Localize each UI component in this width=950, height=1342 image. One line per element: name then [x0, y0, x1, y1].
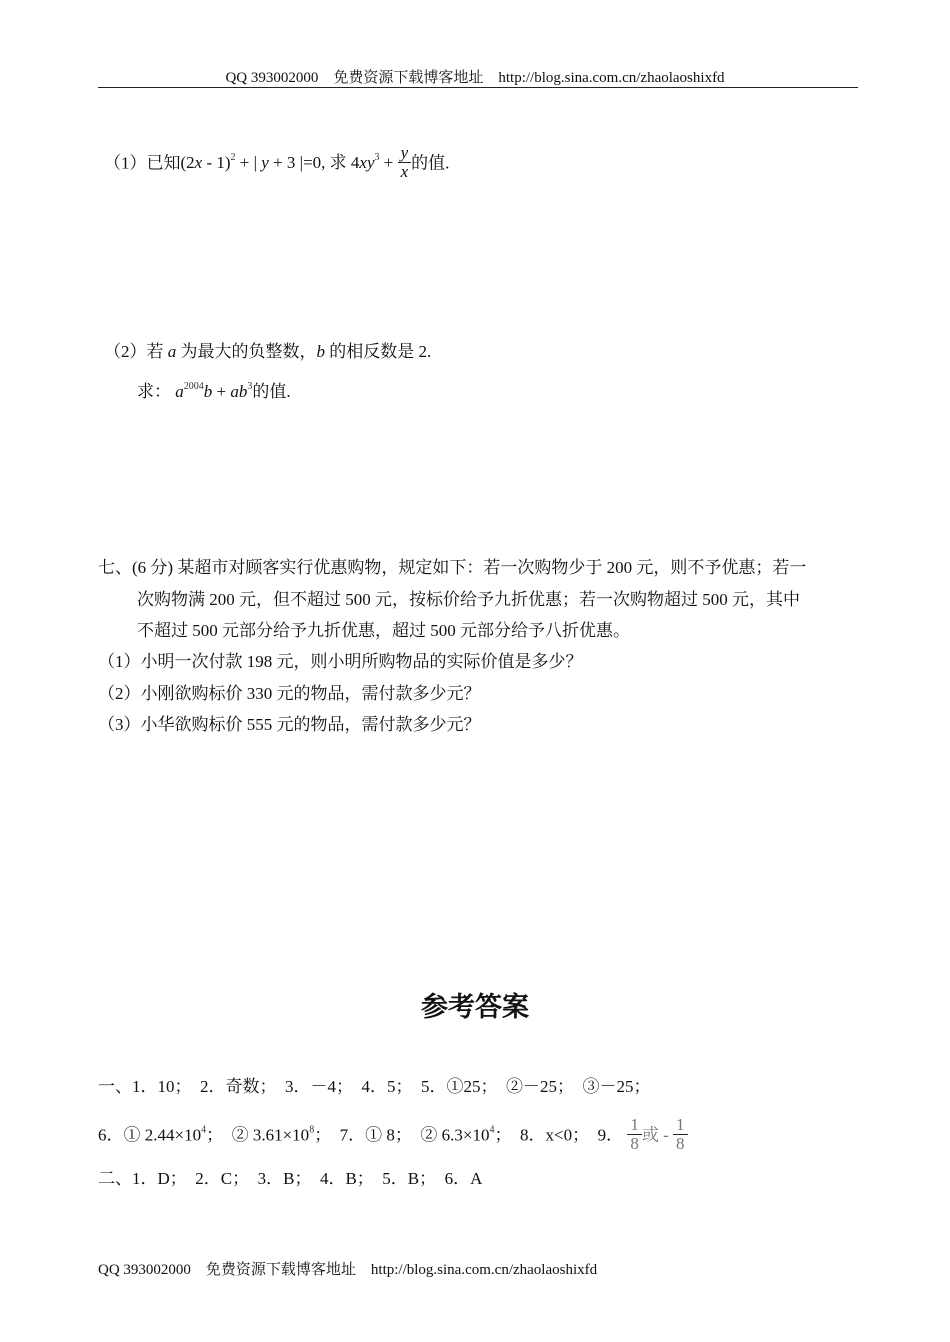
- answer-9-or: 或 -: [641, 1125, 669, 1145]
- page-header: QQ 393002000 免费资源下载博客地址 http://blog.sina.com.cn/zhaolaoshixfd: [225, 70, 725, 86]
- question-7-line2: 次购物满 200 元，但不超过 500 元，按标价给予九折优惠；若一次购物超过 500 元，其中: [137, 590, 800, 609]
- question-7-line1: 七、(6 分) 某超市对顾客实行优惠购物，规定如下：若一次购物少于 200 元，则不予优惠；若一: [98, 558, 807, 577]
- answers-row-3: 二、1．D； 2．C； 3．B； 4．B； 5．B； 6．A: [98, 1169, 483, 1188]
- answers-row-2-c: ； 7．① 8； ② 6.3×10: [314, 1125, 490, 1145]
- question-7-sub3: （3）小华欲购标价 555 元的物品，需付款多少元？: [98, 715, 481, 734]
- question-7-line3: 不超过 500 元部分给予九折优惠，超过 500 元部分给予八折优惠。: [137, 621, 630, 640]
- answers-row-2-a: 6．① 2.44×10: [98, 1125, 202, 1145]
- answers-row-2-b-exp: 8: [309, 1124, 315, 1136]
- question-7-sub2: （2）小刚欲购标价 330 元的物品，需付款多少元？: [98, 684, 481, 703]
- question-6-2-suffix: 的值.: [252, 382, 291, 401]
- header-divider: [98, 87, 858, 88]
- question-6-1: [104, 143, 450, 183]
- question-6-2-line1: （2）若 a 为最大的负整数，b 的相反数是 2.: [104, 342, 432, 361]
- answers-row-2-b: ； ② 3.61×10: [206, 1125, 310, 1145]
- answers-row-2: [98, 1115, 688, 1155]
- answers-row-2-c-exp: 4: [489, 1124, 495, 1136]
- question-6-2-line2: [137, 377, 291, 402]
- answer-9-fraction-1: $\frac{1}{8}$: [627, 1116, 642, 1153]
- answers-row-2-d: ； 8．x<0； 9．: [494, 1125, 624, 1145]
- answers-row-1: 一、1．10； 2．奇数； 3．－4； 4．5； 5．①25； ②－25； ③－25；: [98, 1077, 651, 1096]
- answer-9-fraction-2: $\frac{1}{8}$: [673, 1116, 688, 1153]
- question-6-2-prefix: 求：: [137, 382, 171, 401]
- answers-title: 参考答案: [421, 992, 529, 1023]
- answers-row-2-a-exp: 4: [201, 1124, 207, 1136]
- question-6-2-expression: $a^{2004}b + ab^3$: [175, 381, 253, 401]
- question-7-sub1: （1）小明一次付款 198 元，则小明所购物品的实际价值是多少？: [98, 652, 583, 671]
- question-6-1-expression-rendered: (2x - 1)$^2$ + | y + 3 |=0, 求 $4xy^3$ + $\frac{y}{x}$: [181, 153, 412, 172]
- question-6-1-suffix: 的值.: [411, 153, 450, 173]
- page-footer: QQ 393002000 免费资源下载博客地址 http://blog.sina.com.cn/zhaolaoshixfd: [98, 1262, 598, 1278]
- question-6-1-prefix: （1）已知: [104, 153, 181, 173]
